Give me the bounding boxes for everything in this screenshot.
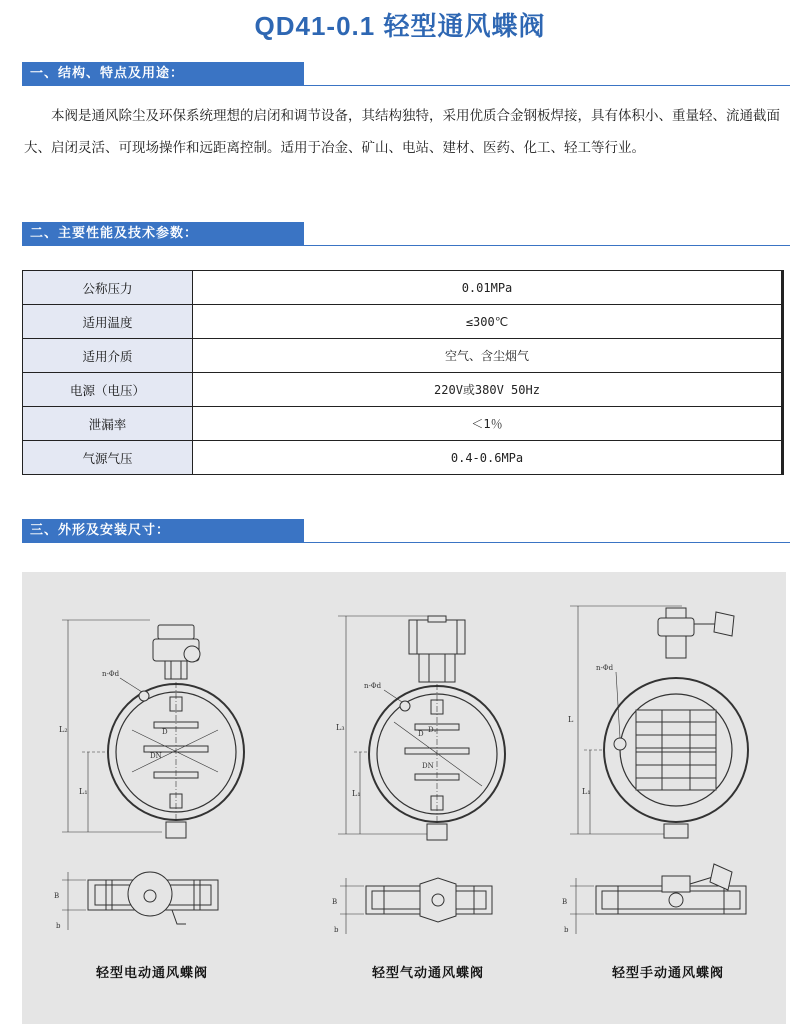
valve-drawings <box>22 572 786 1024</box>
spec-label: 公称压力 <box>23 271 193 305</box>
spec-value: ＜1％ <box>193 407 783 441</box>
section-header-dimensions: 三、外形及安装尺寸： <box>22 519 304 543</box>
dim-label-dn: DN <box>150 752 162 760</box>
dim-label-l2: L₂ <box>59 725 68 734</box>
spec-value: 0.4-0.6MPa <box>193 441 783 475</box>
table-row <box>23 373 783 407</box>
spec-label: 电源（电压） <box>23 373 193 407</box>
dim-label-l1: L₁ <box>79 787 88 796</box>
table-row <box>23 339 783 373</box>
spec-label: 气源气压 <box>23 441 193 475</box>
dim-label-d: D <box>418 730 424 738</box>
section-header-structure: 一、结构、特点及用途： <box>22 62 304 86</box>
hole-label: n-Φd <box>364 682 382 690</box>
dim-label-b-small: b <box>334 926 339 934</box>
spec-value: ≤300℃ <box>193 305 783 339</box>
dim-label-b: B <box>562 898 568 906</box>
hole-label: n-Φd <box>102 670 120 678</box>
description-paragraph: 本阀是通风除尘及环保系统理想的启闭和调节设备，其结构独特，采用优质合金钢板焊接，具有体积小、重量轻、流通截面大、启闭灵活、可现场操作和远距离控制。适用于冶金、矿山、电站、建材、医药、化工、轻工等行业。 <box>24 108 780 156</box>
section-header-specs: 二、主要性能及技术参数： <box>22 222 304 246</box>
dim-label-l1: L₁ <box>582 787 591 796</box>
table-row <box>23 407 783 441</box>
table-row <box>23 271 783 305</box>
dim-label-d1: D₁ <box>428 726 437 734</box>
table-row <box>23 305 783 339</box>
caption-pneumatic-valve: 轻型气动通风蝶阀 <box>371 966 484 981</box>
page-title: QD41-0.1 轻型通风蝶阀 <box>254 11 546 41</box>
dim-label-b: B <box>332 898 338 906</box>
dim-label-d: D <box>162 728 168 736</box>
dim-label-dn: DN <box>422 762 434 770</box>
electric-valve-drawing <box>54 620 244 930</box>
dim-label-l3: L₃ <box>336 723 345 732</box>
caption-electric-valve: 轻型电动通风蝶阀 <box>95 966 208 981</box>
drawing-panel <box>22 572 786 1024</box>
manual-valve-drawing <box>562 606 748 934</box>
dim-label-b: B <box>54 892 60 900</box>
dim-label-l1: L₁ <box>352 789 361 798</box>
dim-label-b-small: b <box>564 926 569 934</box>
dim-label-b-small: b <box>56 922 61 930</box>
spec-value: 220V或380V 50Hz <box>193 373 783 407</box>
pneumatic-valve-drawing <box>332 616 505 934</box>
spec-label: 泄漏率 <box>23 407 193 441</box>
table-row <box>23 441 783 475</box>
dim-label-l: L <box>568 715 574 724</box>
spec-label: 适用介质 <box>23 339 193 373</box>
hole-label: n-Φd <box>596 664 614 672</box>
spec-value: 空气、含尘烟气 <box>193 339 783 373</box>
spec-label: 适用温度 <box>23 305 193 339</box>
spec-value: 0.01MPa <box>193 271 783 305</box>
caption-manual-valve: 轻型手动通风蝶阀 <box>611 966 724 981</box>
spec-table <box>22 270 784 475</box>
